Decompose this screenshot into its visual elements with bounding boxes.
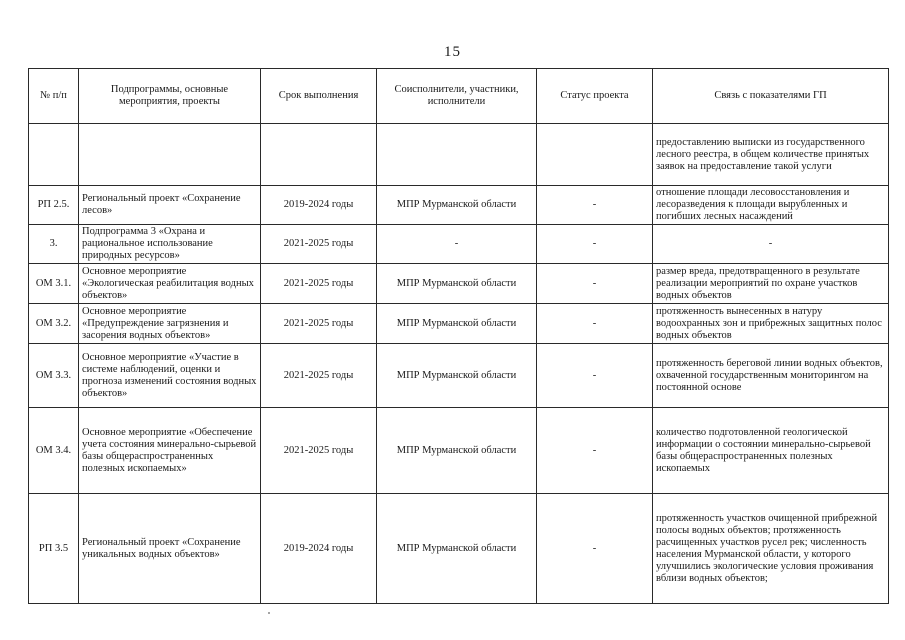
cell-name: Основное мероприятие «Предупреждение загрязнения и засорения водных объектов» [79,304,261,344]
cell-status: - [537,225,653,264]
cell-executor: МПР Мурманской области [377,264,537,304]
header-status: Статус проекта [537,69,653,124]
header-term: Срок выполнения [261,69,377,124]
table-header-row [29,69,889,124]
cell-name: Региональный проект «Сохранение уникальных водных объектов» [79,494,261,604]
cell-link: протяженность участков очищенной прибрежной полосы водных объектов; протяженность расчищенных участков русел рек; численность населения Мурманской области, у которого улучшились экологические условия проживания вблизи водных объектов; [653,494,889,604]
cell-status: - [537,494,653,604]
header-name: Подпрограммы, основные мероприятия, проекты [79,69,261,124]
table-row [29,494,889,604]
cell-executor [377,124,537,186]
header-num: № п/п [29,69,79,124]
cell-executor: МПР Мурманской области [377,408,537,494]
program-table [28,68,889,604]
cell-num [29,124,79,186]
cell-status: - [537,264,653,304]
cell-num: ОМ 3.3. [29,344,79,408]
cell-status: - [537,408,653,494]
cell-name: Основное мероприятие «Участие в системе наблюдений, оценки и прогноза изменений состояния водных объектов» [79,344,261,408]
table-row [29,225,889,264]
cell-name: Подпрограмма 3 «Охрана и рациональное использование природных ресурсов» [79,225,261,264]
cell-link: протяженность береговой линии водных объектов, охваченной государственным мониторингом на постоянной основе [653,344,889,408]
cell-name [79,124,261,186]
cell-status [537,124,653,186]
table-row [29,186,889,225]
cell-term: 2019-2024 годы [261,494,377,604]
cell-executor: МПР Мурманской области [377,186,537,225]
cell-term: 2021-2025 годы [261,344,377,408]
cell-link: отношение площади лесовосстановления и лесоразведения к площади вырубленных и погибших лесных насаждений [653,186,889,225]
cell-link: - [653,225,889,264]
table-row [29,264,889,304]
cell-executor: МПР Мурманской области [377,494,537,604]
cell-status: - [537,344,653,408]
cell-link: предоставлению выписки из государственного лесного реестра, в общем количестве принятых заявок на предоставление такой услуги [653,124,889,186]
cell-name: Основное мероприятие «Экологическая реабилитация водных объектов» [79,264,261,304]
cell-executor: - [377,225,537,264]
cell-name: Основное мероприятие «Обеспечение учета состояния минерально-сырьевой базы общераспространенных полезных ископаемых» [79,408,261,494]
table-row [29,124,889,186]
cell-term: 2019-2024 годы [261,186,377,225]
cell-num: 3. [29,225,79,264]
cell-term: 2021-2025 годы [261,264,377,304]
cell-num: РП 3.5 [29,494,79,604]
scan-speck [268,612,270,614]
cell-term: 2021-2025 годы [261,225,377,264]
cell-term [261,124,377,186]
page-number: 15 [444,44,461,60]
cell-link: размер вреда, предотвращенного в результате реализации мероприятий по охране участков водных объектов [653,264,889,304]
cell-num: ОМ 3.4. [29,408,79,494]
header-link: Связь с показателями ГП [653,69,889,124]
cell-num: РП 2.5. [29,186,79,225]
cell-status: - [537,186,653,225]
cell-executor: МПР Мурманской области [377,304,537,344]
cell-executor: МПР Мурманской области [377,344,537,408]
cell-name: Региональный проект «Сохранение лесов» [79,186,261,225]
cell-term: 2021-2025 годы [261,304,377,344]
cell-status: - [537,304,653,344]
table-row [29,408,889,494]
cell-link: количество подготовленной геологической информации о состоянии минерально-сырьевой базы общераспространенных полезных ископаемых [653,408,889,494]
table-row [29,344,889,408]
table-row [29,304,889,344]
header-executor: Соисполнители, участники, исполнители [377,69,537,124]
cell-term: 2021-2025 годы [261,408,377,494]
cell-num: ОМ 3.2. [29,304,79,344]
cell-num: ОМ 3.1. [29,264,79,304]
cell-link: протяженность вынесенных в натуру водоохранных зон и прибрежных защитных полос водных объектов [653,304,889,344]
